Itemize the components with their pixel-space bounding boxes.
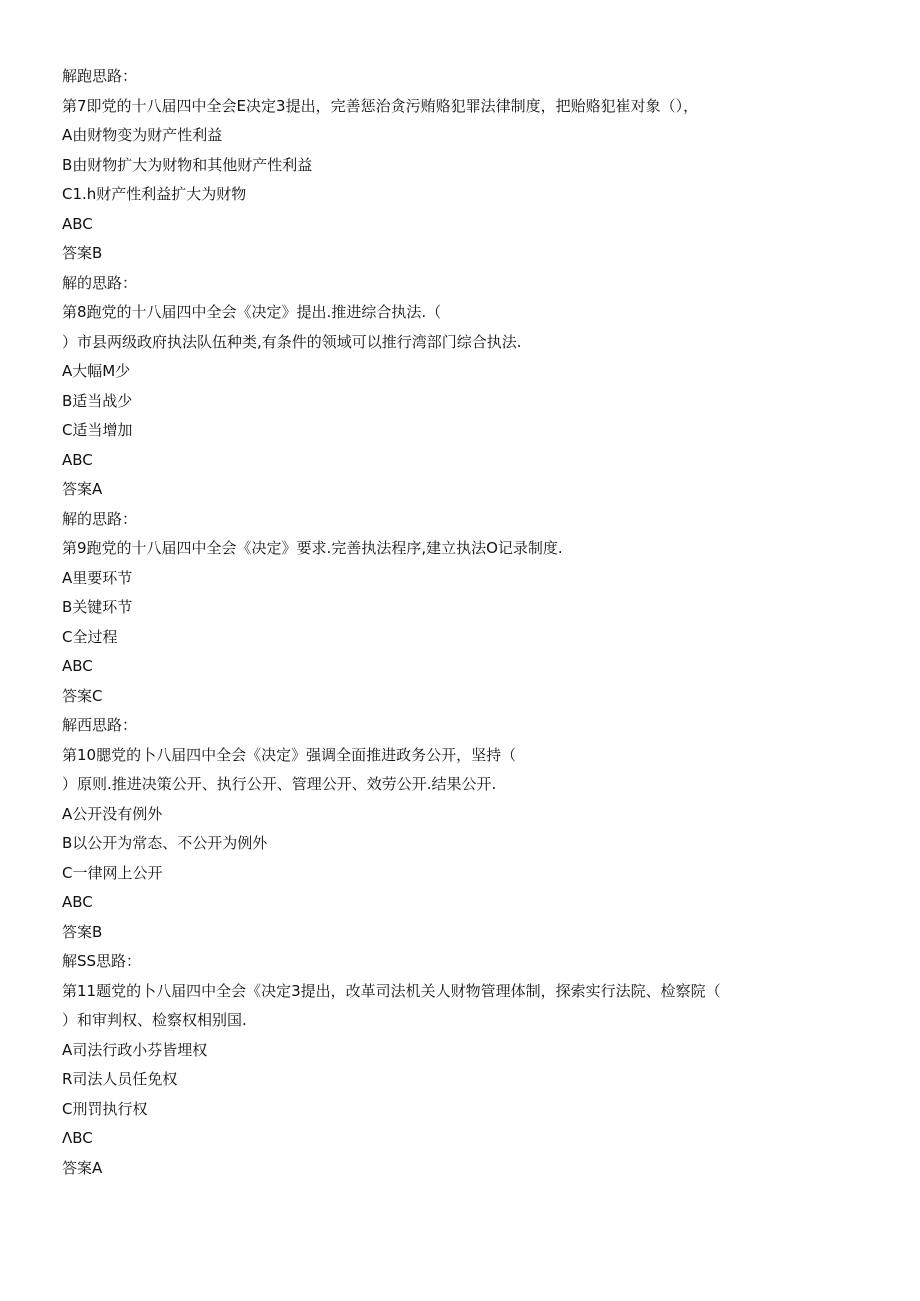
q8-option-a: A大幅M少: [62, 362, 131, 380]
q11-option-c: C刑罚执行权: [62, 1099, 148, 1118]
q8-question-line2: ）市县两级政府执法队伍种类,有条件的领域可以推行湾部门综合执法.: [62, 332, 522, 351]
q9-solution-label: 解西思路：: [62, 716, 138, 734]
q10-option-b: B以公开为常态、不公开为例外: [62, 834, 268, 852]
q11-option-b: R司法人员任免权: [62, 1070, 178, 1088]
q8-question-line1: 第8跑党的十八届四中全会《决定》提出.推进综合执法.（: [62, 303, 442, 321]
q10-option-c: C一律网上公开: [62, 863, 163, 882]
q11-choices: ΛBC: [62, 1129, 93, 1147]
q10-option-a: A公开没有例外: [62, 804, 163, 823]
q8-solution-label: 解的思路：: [62, 509, 138, 528]
q8-option-b: B适当战少: [62, 391, 133, 410]
q10-answer: 答案B: [62, 922, 103, 941]
q10-question-line1: 第10腮党的卜八届四中全会《决定》强调全面推进政务公开，坚持（: [62, 745, 517, 764]
q11-question-line2: ）和审判权、检察权相别国.: [62, 1011, 247, 1029]
q7-solution-label: 解的思路：: [62, 273, 138, 292]
q9-option-c: C全过程: [62, 627, 118, 646]
q9-option-a: A里要环节: [62, 568, 133, 587]
q7-option-b: B由财物扩大为财物和其他财产性利益: [62, 155, 313, 174]
q9-option-b: B关键环节: [62, 598, 133, 616]
q10-question-line2: ）原则.推进决策公开、执行公开、管理公开、效劳公开.结果公开.: [62, 775, 497, 793]
q7-answer: 答案B: [62, 244, 103, 262]
q7-question: 第7即党的十八届四中全会E决定3提出，完善惩治贪污贿赂犯罪法律制度，把贻赂犯崔对象（），: [62, 96, 699, 115]
q8-choices: ABC: [62, 450, 93, 469]
document-body: [62, 62, 862, 1183]
q11-answer: 答案A: [62, 1158, 103, 1177]
q7-option-c: C1.h财产性利益扩大为财物: [62, 185, 247, 203]
q10-choices: ABC: [62, 893, 93, 911]
q10-solution-label: 解SS思路：: [62, 952, 142, 970]
q8-option-c: C适当增加: [62, 421, 133, 439]
q9-answer: 答案C: [62, 686, 103, 705]
q9-choices: ABC: [62, 657, 93, 675]
q9-question: 第9跑党的十八届四中全会《决定》要求.完善执法程序,建立执法O记录制度.: [62, 539, 563, 557]
q11-question-line1: 第11题党的卜八届四中全会《决定3提出，改革司法机关人财物管理体制，探索实行法院、检察院（: [62, 981, 721, 1000]
q6-solution-label: 解跑思路：: [62, 67, 138, 85]
q8-answer: 答案A: [62, 480, 103, 498]
q7-choices: ABC: [62, 214, 93, 233]
q11-option-a: A司法行政小芬皆埋权: [62, 1040, 208, 1059]
q7-option-a: A由财物变为财产性利益: [62, 126, 223, 144]
